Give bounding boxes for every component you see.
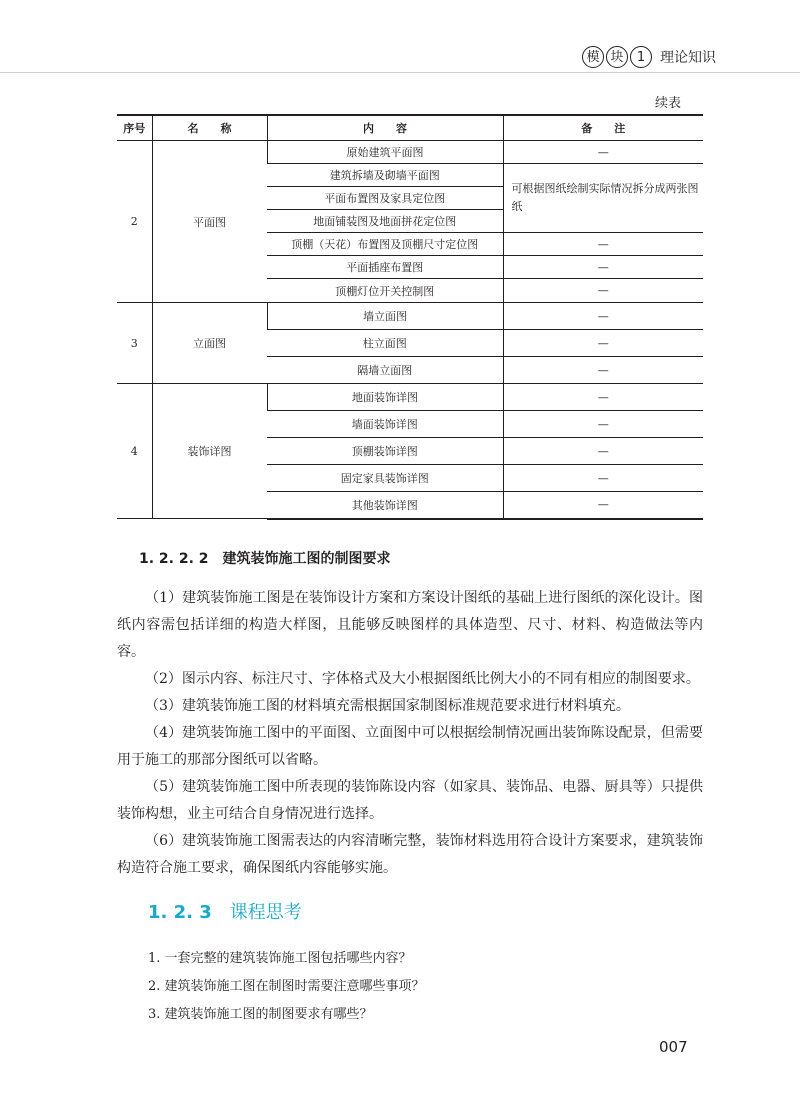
- note-cell: —: [503, 411, 703, 438]
- note-cell: —: [503, 465, 703, 492]
- content-cell: 地面装饰详图: [267, 384, 503, 411]
- header-rule: [0, 72, 800, 73]
- content-cell: 固定家具装饰详图: [267, 465, 503, 492]
- column-header: 序号: [117, 115, 152, 141]
- row-name: 立面图: [152, 303, 267, 384]
- content-cell: 平面插座布置图: [267, 256, 503, 279]
- content-cell: 原始建筑平面图: [267, 141, 503, 164]
- note-cell: —: [503, 357, 703, 384]
- continued-label: 续表: [655, 96, 682, 111]
- section-title: 课程思考: [229, 902, 302, 923]
- row-number: 2: [117, 141, 152, 303]
- note-cell: —: [503, 141, 703, 164]
- content-cell: 墙立面图: [267, 303, 503, 330]
- table-row: [117, 384, 703, 411]
- column-header: 名 称: [152, 115, 267, 141]
- content-cell: 地面铺装图及地面拼花定位图: [267, 210, 503, 233]
- row-name: 装饰详图: [152, 384, 267, 519]
- row-number: 4: [117, 384, 152, 519]
- note-cell: —: [503, 492, 703, 519]
- question-item: 1. 一套完整的建筑装饰施工图包括哪些内容？: [148, 951, 412, 966]
- column-header: 内 容: [267, 115, 503, 141]
- paragraph: （3）建筑装饰施工图的材料填充需根据国家制图标准规范要求进行材料填充。: [145, 698, 630, 714]
- note-cell: 可根据图纸绘制实际情况拆分成两张图纸: [503, 164, 703, 233]
- table-row: [117, 141, 703, 164]
- subsection-number: 1. 2. 2. 2: [139, 551, 209, 567]
- page-number: 007: [659, 1038, 688, 1056]
- note-cell: —: [503, 303, 703, 330]
- note-cell: —: [503, 256, 703, 279]
- content-cell: 建筑拆墙及砌墙平面图: [267, 164, 503, 187]
- module-char-2: 块: [606, 46, 628, 68]
- question-list: [148, 945, 425, 1029]
- module-title: 理论知识: [660, 50, 716, 66]
- drawing-list-table: [117, 114, 703, 520]
- question-item: 2. 建筑装饰施工图在制图时需要注意哪些事项？: [148, 979, 425, 994]
- note-cell: —: [503, 233, 703, 256]
- paragraph: （6）建筑装饰施工图需表达的内容清晰完整，装饰材料选用符合设计方案要求，建筑装饰构造符合施工要求，确保图纸内容能够实施。: [117, 833, 703, 876]
- content-cell: 顶棚灯位开关控制图: [267, 279, 503, 303]
- content-cell: 柱立面图: [267, 330, 503, 357]
- row-number: 3: [117, 303, 152, 384]
- paragraph: （5）建筑装饰施工图中所表现的装饰陈设内容（如家具、装饰品、电器、厨具等）只提供装饰构想，业主可结合自身情况进行选择。: [117, 779, 703, 822]
- note-cell: —: [503, 384, 703, 411]
- paragraph: （2）图示内容、标注尺寸、字体格式及大小根据图纸比例大小的不同有相应的制图要求。: [145, 671, 700, 687]
- content-cell: 平面布置图及家具定位图: [267, 187, 503, 210]
- subsection-heading: [139, 548, 391, 568]
- section-heading: [148, 898, 302, 924]
- module-badge: [582, 46, 716, 68]
- paragraph: （4）建筑装饰施工图中的平面图、立面图中可以根据绘制情况画出装饰陈设配景，但需要用于施工的那部分图纸可以省略。: [117, 725, 703, 768]
- subsection-title: 建筑装饰施工图的制图要求: [222, 551, 391, 567]
- question-item: 3. 建筑装饰施工图的制图要求有哪些？: [148, 1007, 373, 1022]
- content-cell: 顶棚装饰详图: [267, 438, 503, 465]
- table-header-row: [117, 115, 703, 141]
- content-cell: 顶棚（天花）布置图及顶棚尺寸定位图: [267, 233, 503, 256]
- paragraph: （1）建筑装饰施工图是在装饰设计方案和方案设计图纸的基础上进行图纸的深化设计。图纸内容需包括详细的构造大样图，且能够反映图样的具体造型、尺寸、材料、构造做法等内容。: [117, 590, 703, 660]
- note-cell: —: [503, 438, 703, 465]
- content-cell: 隔墙立面图: [267, 357, 503, 384]
- section-number: 1. 2. 3: [148, 902, 212, 923]
- row-name: 平面图: [152, 141, 267, 303]
- note-cell: —: [503, 330, 703, 357]
- module-char-3: 1: [630, 46, 652, 68]
- requirements-text: [117, 585, 703, 882]
- table-row: [117, 303, 703, 330]
- content-cell: 墙面装饰详图: [267, 411, 503, 438]
- note-cell: —: [503, 279, 703, 303]
- content-cell: 其他装饰详图: [267, 492, 503, 519]
- module-char-1: 模: [582, 46, 604, 68]
- column-header: 备 注: [503, 115, 703, 141]
